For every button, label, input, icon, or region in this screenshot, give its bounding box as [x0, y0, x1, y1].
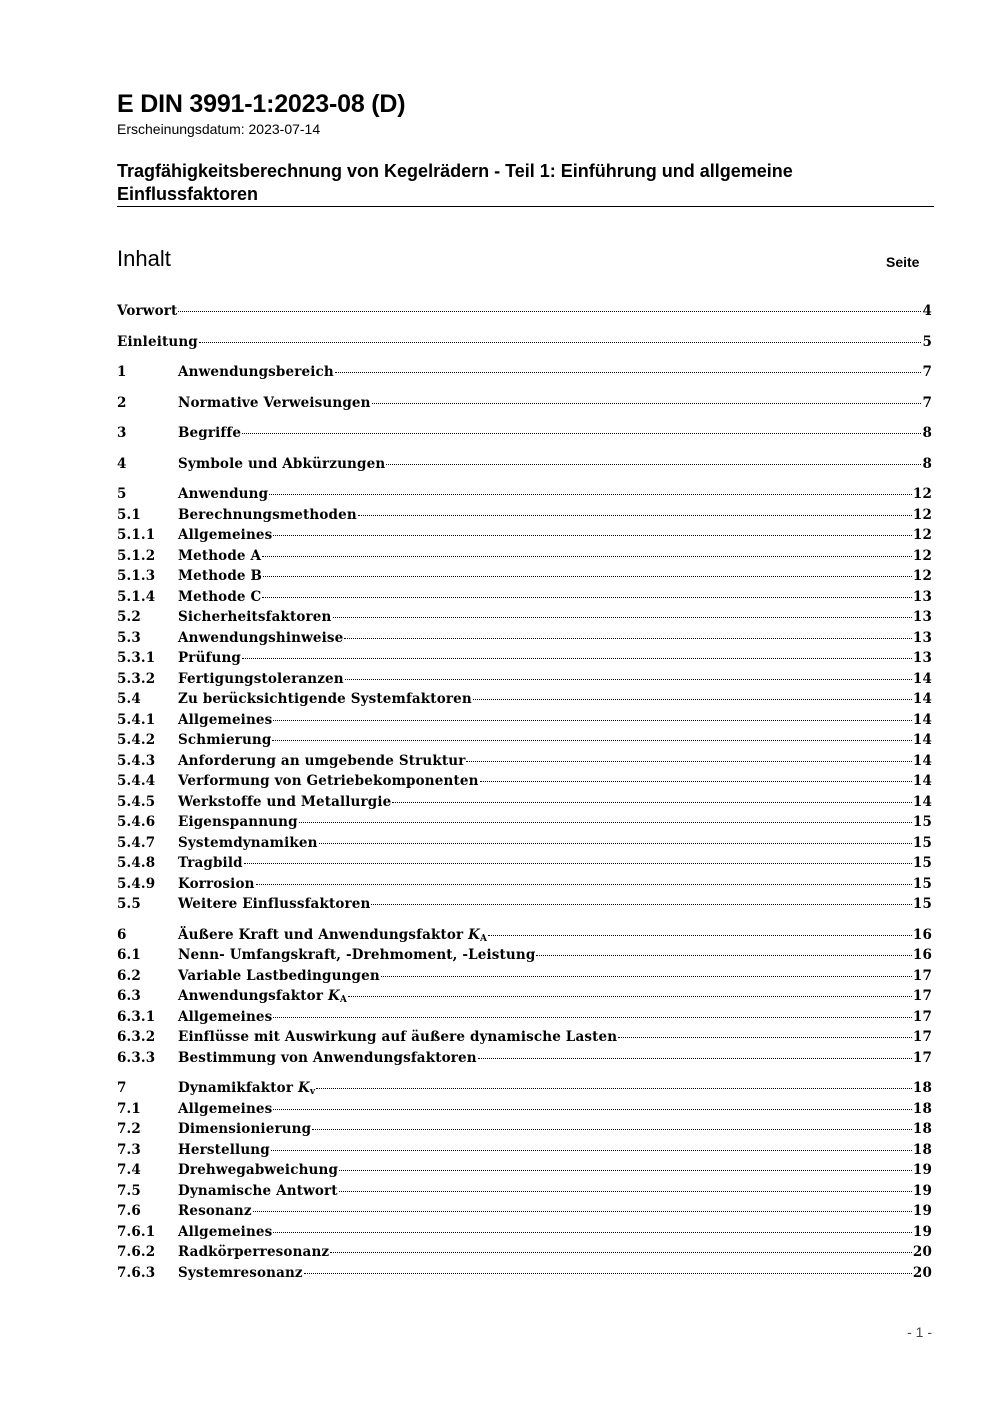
toc-entry-title-text: Allgemeines — [178, 527, 273, 543]
toc-dot-leader — [536, 955, 911, 956]
toc-entry-title-text: Radkörperresonanz — [178, 1244, 330, 1260]
toc-entry-title-text: Anwendung — [178, 486, 269, 502]
toc-entry-title — [178, 712, 272, 728]
toc-entry[interactable] — [117, 1203, 932, 1224]
toc-entry-number: 7.6.2 — [117, 1244, 156, 1260]
toc-entry[interactable] — [117, 947, 932, 968]
toc-entry-number: 5.1.3 — [117, 568, 156, 584]
toc-entry-page: 15 — [912, 855, 932, 871]
toc-entry-title-text: Einflüsse mit Auswirkung auf äußere dynamische Lasten — [178, 1029, 618, 1045]
publication-date: Erscheinungsdatum: 2023-07-14 — [117, 121, 321, 137]
toc-entry-symbol: K — [297, 1080, 310, 1096]
toc-entry-title — [178, 568, 262, 584]
toc-entry-page: 18 — [912, 1080, 932, 1096]
toc-entry-number: 7.6.1 — [117, 1223, 156, 1240]
toc-entry-number: 5.4.6 — [117, 814, 156, 830]
toc-entry-page: 12 — [912, 568, 932, 584]
toc-entry-number: 5.4.1 — [117, 711, 156, 728]
toc-dot-leader — [273, 1109, 911, 1110]
toc-entry-title — [178, 507, 357, 523]
toc-entry-number: 5.1.2 — [117, 547, 156, 564]
toc-entry-symbol: K — [468, 926, 481, 943]
toc-entry-number: 5.4.3 — [117, 752, 156, 769]
toc-entry-title — [178, 1029, 617, 1045]
toc-entry-title-text: Berechnungsmethoden — [178, 506, 357, 523]
document-title: Tragfähigkeitsberechnung von Kegelrädern - Teil 1: Einführung und allgemeine Einflussfaktoren — [117, 161, 793, 204]
toc-dot-leader — [273, 1232, 911, 1233]
toc-entry[interactable] — [117, 568, 932, 589]
toc-entry[interactable] — [117, 630, 932, 651]
toc-entry-title — [178, 395, 371, 411]
toc-entry-page: 18 — [912, 1141, 932, 1158]
toc-entry-title — [178, 1142, 270, 1158]
toc-entry[interactable] — [117, 527, 932, 548]
toc-entry[interactable] — [117, 425, 932, 446]
toc-dot-leader — [335, 372, 922, 373]
toc-dot-leader — [386, 464, 921, 465]
toc-entry-title — [178, 835, 318, 851]
toc-entry[interactable] — [117, 968, 932, 989]
toc-dot-leader — [618, 1037, 912, 1038]
toc-entry-page: 17 — [912, 1049, 932, 1066]
toc-entry[interactable] — [117, 486, 932, 507]
toc-entry-page: 15 — [912, 875, 932, 892]
toc-entry-page: 17 — [912, 1008, 932, 1025]
toc-entry[interactable] — [117, 364, 932, 385]
toc-entry-symbol-subscript: A — [480, 933, 488, 944]
toc-entry-page: 14 — [912, 773, 932, 789]
toc-entry-page: 15 — [912, 896, 932, 912]
toc-entry[interactable] — [117, 589, 932, 610]
toc-entry-page: 19 — [912, 1203, 932, 1219]
toc-heading: Inhalt — [117, 246, 171, 271]
toc-entry-title-text: Allgemeines — [178, 1008, 273, 1025]
toc-entry[interactable] — [117, 1121, 932, 1142]
toc-entry-page: 15 — [912, 814, 932, 830]
toc-entry-number: 5.2 — [117, 609, 141, 625]
toc-entry-title — [178, 1080, 315, 1097]
toc-dot-leader — [466, 761, 911, 762]
toc-entry-title-text: Korrosion — [178, 875, 255, 892]
toc-entry-page: 13 — [912, 609, 932, 625]
toc-entry-page: 12 — [912, 486, 932, 502]
toc-entry-page: 7 — [922, 364, 932, 380]
toc-dot-leader — [263, 576, 912, 577]
toc-entry-title — [178, 876, 255, 892]
toc-entry-title-text: Schmierung — [178, 732, 272, 748]
toc-entry[interactable] — [117, 1162, 932, 1183]
toc-entry-title-text: Verformung von Getriebekomponenten — [178, 773, 479, 789]
toc-entry[interactable] — [117, 753, 932, 774]
toc-dot-leader — [256, 884, 912, 885]
toc-dot-leader — [304, 1273, 912, 1274]
toc-entry[interactable] — [117, 456, 932, 477]
toc-entry[interactable] — [117, 1265, 932, 1286]
toc-entry[interactable] — [117, 1224, 932, 1245]
toc-entry-number: 5.3.2 — [117, 670, 156, 687]
toc-dot-leader — [253, 1211, 912, 1212]
toc-dot-leader — [271, 1150, 912, 1151]
table-of-contents — [117, 303, 932, 1285]
toc-entry[interactable] — [117, 732, 932, 753]
toc-entry[interactable] — [117, 773, 932, 794]
toc-dot-leader — [178, 311, 921, 312]
toc-dot-leader — [478, 1058, 912, 1059]
toc-entry-title — [178, 855, 243, 871]
toc-entry-page: 8 — [922, 455, 932, 472]
toc-entry-title-text: Vorwort — [117, 303, 178, 319]
toc-dot-leader — [473, 699, 912, 700]
toc-entry-number: 6.3 — [117, 988, 141, 1004]
toc-dot-leader — [330, 1252, 912, 1253]
toc-entry-title-text: Methode C — [178, 588, 262, 605]
toc-entry-page: 16 — [912, 947, 932, 963]
toc-entry-title-text: Systemdynamiken — [178, 834, 318, 851]
toc-entry-number: 3 — [117, 425, 127, 441]
toc-entry[interactable] — [117, 507, 932, 528]
toc-entry-number: 5.4.2 — [117, 732, 156, 748]
toc-entry-title — [178, 691, 472, 707]
toc-entry-title — [178, 732, 271, 748]
toc-entry-number: 7.2 — [117, 1121, 141, 1137]
toc-entry-page: 7 — [922, 394, 932, 411]
toc-entry-title-text: Systemresonanz — [178, 1264, 303, 1281]
toc-entry-title-text: Allgemeines — [178, 1223, 273, 1240]
toc-entry-title-text: Eigenspannung — [178, 814, 298, 830]
toc-entry-title-text: Anwendungsbereich — [178, 364, 334, 380]
toc-entry-number: 7.1 — [117, 1100, 141, 1117]
toc-entry-symbol-subscript: v — [309, 1087, 316, 1097]
toc-entry-page: 13 — [912, 588, 932, 605]
toc-entry-title — [178, 968, 380, 984]
toc-entry-number: 6.3.2 — [117, 1029, 156, 1045]
toc-entry-page: 4 — [922, 303, 932, 319]
toc-entry-page: 17 — [912, 988, 932, 1004]
toc-dot-leader — [371, 904, 911, 905]
toc-entry-title-text: Zu berücksichtigende Systemfaktoren — [178, 691, 472, 707]
toc-dot-leader — [348, 996, 912, 997]
toc-entry-page: 12 — [912, 547, 932, 564]
toc-entry[interactable] — [117, 1050, 932, 1071]
toc-entry-number: 7.6.3 — [117, 1264, 156, 1281]
toc-entry-page: 20 — [912, 1244, 932, 1260]
toc-entry-title — [178, 927, 487, 944]
toc-entry-title-text: Resonanz — [178, 1203, 252, 1219]
toc-entry[interactable] — [117, 1029, 932, 1050]
toc-entry-number: 5.4 — [117, 691, 141, 707]
toc-entry-page: 16 — [912, 926, 932, 943]
toc-entry-title — [178, 456, 385, 472]
toc-entry-number: 6 — [117, 926, 127, 943]
toc-dot-leader — [262, 597, 911, 598]
toc-dot-leader — [488, 935, 912, 936]
toc-entry-title — [178, 1265, 303, 1281]
toc-entry[interactable] — [117, 835, 932, 856]
toc-entry-title — [178, 486, 268, 502]
toc-entry[interactable] — [117, 855, 932, 876]
toc-entry-number: 5.4.7 — [117, 834, 156, 851]
toc-entry[interactable] — [117, 927, 932, 948]
toc-dot-leader — [244, 863, 912, 864]
toc-entry-title-text: Symbole und Abkürzungen — [178, 455, 386, 472]
toc-entry-title-text: Werkstoffe und Metallurgie — [178, 793, 392, 810]
toc-entry-title — [178, 425, 241, 441]
toc-entry-title-text: Dimensionierung — [178, 1121, 312, 1137]
toc-entry-number: 1 — [117, 364, 127, 380]
toc-dot-leader — [199, 342, 922, 343]
toc-entry-page: 17 — [912, 1029, 932, 1045]
title-divider — [117, 206, 934, 207]
toc-entry-title — [178, 1121, 311, 1137]
toc-entry-title-text: Drehwegabweichung — [178, 1162, 339, 1178]
toc-entry-title — [178, 671, 344, 687]
toc-entry-title — [178, 794, 391, 810]
toc-entry-number: 7.6 — [117, 1203, 141, 1219]
toc-entry-page: 18 — [912, 1121, 932, 1137]
toc-entry-title — [178, 650, 241, 666]
toc-entry-title-text: Herstellung — [178, 1141, 270, 1158]
toc-dot-leader — [480, 781, 912, 782]
toc-entry-title-text: Variable Lastbedingungen — [178, 967, 380, 984]
toc-entry-number: 5.4.9 — [117, 875, 156, 892]
toc-entry-number: 7 — [117, 1080, 127, 1096]
toc-dot-leader — [319, 843, 912, 844]
toc-entry-page: 13 — [912, 629, 932, 646]
toc-entry-title — [178, 589, 261, 605]
page-number: - 1 - — [907, 1324, 932, 1340]
toc-entry-number: 5.4.5 — [117, 793, 156, 810]
toc-dot-leader — [392, 802, 912, 803]
toc-dot-leader — [273, 720, 911, 721]
toc-entry-title-text: Dynamikfaktor — [178, 1080, 298, 1096]
toc-dot-leader — [358, 515, 912, 516]
toc-entry-title-text: Methode A — [178, 547, 262, 564]
document-id: E DIN 3991-1:2023-08 (D) — [117, 90, 406, 118]
toc-dot-leader — [333, 617, 912, 618]
toc-entry-title — [178, 1203, 252, 1219]
toc-entry-title-text: Einleitung — [117, 333, 198, 350]
toc-entry-number: 5.1 — [117, 506, 141, 523]
toc-entry-title-text: Anforderung an umgebende Struktur — [178, 752, 466, 769]
toc-entry-title — [178, 753, 465, 769]
toc-entry-page: 14 — [912, 711, 932, 728]
toc-entry-title — [178, 1162, 338, 1178]
toc-entry-title — [117, 334, 198, 350]
toc-entry-title-text: Fertigungstoleranzen — [178, 670, 344, 687]
toc-entry-page: 14 — [912, 670, 932, 687]
toc-entry-title-text: Normative Verweisungen — [178, 394, 371, 411]
toc-entry-title-text: Äußere Kraft und Anwendungsfaktor — [178, 926, 469, 943]
toc-entry[interactable] — [117, 1244, 932, 1265]
toc-entry-title-text: Anwendungsfaktor — [178, 988, 328, 1004]
toc-entry-page: 20 — [912, 1264, 932, 1281]
toc-dot-leader — [381, 976, 912, 977]
toc-entry-title-text: Begriffe — [178, 425, 242, 441]
toc-entry[interactable] — [117, 1009, 932, 1030]
toc-entry-page: 14 — [912, 752, 932, 769]
toc-entry-title-text: Anwendungshinweise — [178, 629, 344, 646]
toc-dot-leader — [339, 1170, 912, 1171]
toc-entry-number: 5.4.8 — [117, 855, 156, 871]
toc-entry-page: 13 — [912, 650, 932, 666]
toc-entry-number: 7.5 — [117, 1182, 141, 1199]
toc-entry-title — [178, 1244, 329, 1260]
toc-entry-title — [178, 896, 370, 912]
toc-entry-number: 5 — [117, 486, 127, 502]
toc-entry-number: 6.2 — [117, 967, 141, 984]
toc-entry-title — [178, 814, 298, 830]
toc-entry-number: 5.3.1 — [117, 650, 156, 666]
toc-entry-page: 12 — [912, 527, 932, 543]
toc-entry-page: 5 — [922, 333, 932, 350]
toc-entry-number: 5.1.1 — [117, 527, 156, 543]
toc-entry-number: 5.1.4 — [117, 588, 156, 605]
toc-dot-leader — [345, 679, 912, 680]
toc-entry-title — [178, 1050, 477, 1066]
toc-entry-title — [178, 988, 347, 1005]
toc-entry[interactable] — [117, 988, 932, 1009]
toc-entry-title — [178, 1183, 338, 1199]
toc-entry-number: 7.3 — [117, 1141, 141, 1158]
toc-dot-leader — [242, 433, 921, 434]
toc-entry-title — [178, 773, 479, 789]
toc-entry-title — [178, 1009, 272, 1025]
toc-entry-title-text: Allgemeines — [178, 1100, 273, 1117]
toc-entry-title-text: Bestimmung von Anwendungsfaktoren — [178, 1049, 477, 1066]
toc-entry-number: 5.5 — [117, 896, 141, 912]
toc-dot-leader — [312, 1129, 912, 1130]
toc-entry-number: 6.3.1 — [117, 1008, 156, 1025]
toc-entry-title — [117, 303, 177, 319]
toc-dot-leader — [273, 535, 911, 536]
toc-entry[interactable] — [117, 794, 932, 815]
toc-entry[interactable] — [117, 1183, 932, 1204]
toc-entry[interactable] — [117, 395, 932, 416]
toc-entry[interactable] — [117, 548, 932, 569]
toc-entry[interactable] — [117, 1142, 932, 1163]
toc-dot-leader — [262, 556, 912, 557]
page-column-heading: Seite — [886, 254, 920, 270]
toc-entry-number: 4 — [117, 455, 127, 472]
toc-entry-title — [178, 609, 332, 625]
toc-entry[interactable] — [117, 1101, 932, 1122]
toc-entry-page: 15 — [912, 834, 932, 851]
toc-entry[interactable] — [117, 691, 932, 712]
toc-entry-title — [178, 364, 334, 380]
toc-entry-title-text: Weitere Einflussfaktoren — [178, 896, 371, 912]
toc-entry-number: 5.4.4 — [117, 773, 156, 789]
toc-entry-page: 19 — [912, 1162, 932, 1178]
toc-entry-page: 19 — [912, 1182, 932, 1199]
toc-entry-title-text: Tragbild — [178, 855, 243, 871]
toc-entry-title — [178, 1101, 272, 1117]
toc-dot-leader — [272, 740, 911, 741]
toc-entry-symbol: K — [327, 988, 340, 1004]
toc-entry-number: 6.3.3 — [117, 1049, 156, 1066]
toc-entry-number: 5.3 — [117, 629, 141, 646]
toc-entry-title — [178, 548, 261, 564]
toc-dot-leader — [344, 638, 911, 639]
toc-dot-leader — [316, 1088, 912, 1089]
toc-dot-leader — [242, 658, 912, 659]
toc-entry-title — [178, 1224, 272, 1240]
toc-entry[interactable] — [117, 1080, 932, 1101]
toc-entry-title-text: Sicherheitsfaktoren — [178, 609, 332, 625]
toc-entry-title — [178, 630, 343, 646]
toc-entry-number: 7.4 — [117, 1162, 141, 1178]
toc-entry-number: 2 — [117, 394, 127, 411]
toc-entry-page: 19 — [912, 1223, 932, 1240]
toc-entry[interactable] — [117, 671, 932, 692]
toc-entry[interactable] — [117, 876, 932, 897]
toc-entry-page: 17 — [912, 967, 932, 984]
toc-entry-symbol-subscript: A — [339, 995, 347, 1005]
toc-entry-title-text: Dynamische Antwort — [178, 1182, 338, 1199]
toc-entry[interactable] — [117, 896, 932, 917]
toc-entry-page: 14 — [912, 793, 932, 810]
toc-entry-title-text: Allgemeines — [178, 711, 273, 728]
toc-entry-title — [178, 947, 535, 963]
toc-dot-leader — [273, 1017, 911, 1018]
toc-entry[interactable] — [117, 650, 932, 671]
toc-dot-leader — [299, 822, 912, 823]
toc-entry-title — [178, 527, 272, 543]
toc-entry-title-text: Prüfung — [178, 650, 242, 666]
toc-entry-title-text: Methode B — [178, 568, 263, 584]
toc-entry-page: 18 — [912, 1100, 932, 1117]
toc-dot-leader — [339, 1191, 912, 1192]
toc-entry-page: 12 — [912, 506, 932, 523]
toc-entry-page: 8 — [922, 425, 932, 441]
toc-entry-page: 14 — [912, 691, 932, 707]
toc-entry-number: 6.1 — [117, 947, 141, 963]
toc-entry[interactable] — [117, 712, 932, 733]
toc-entry[interactable] — [117, 303, 932, 324]
toc-entry[interactable] — [117, 334, 932, 355]
toc-entry-page: 14 — [912, 732, 932, 748]
toc-dot-leader — [372, 403, 922, 404]
toc-entry-title-text: Nenn- Umfangskraft, -Drehmoment, -Leistung — [178, 947, 536, 963]
toc-entry[interactable] — [117, 609, 932, 630]
toc-entry[interactable] — [117, 814, 932, 835]
toc-dot-leader — [269, 494, 912, 495]
